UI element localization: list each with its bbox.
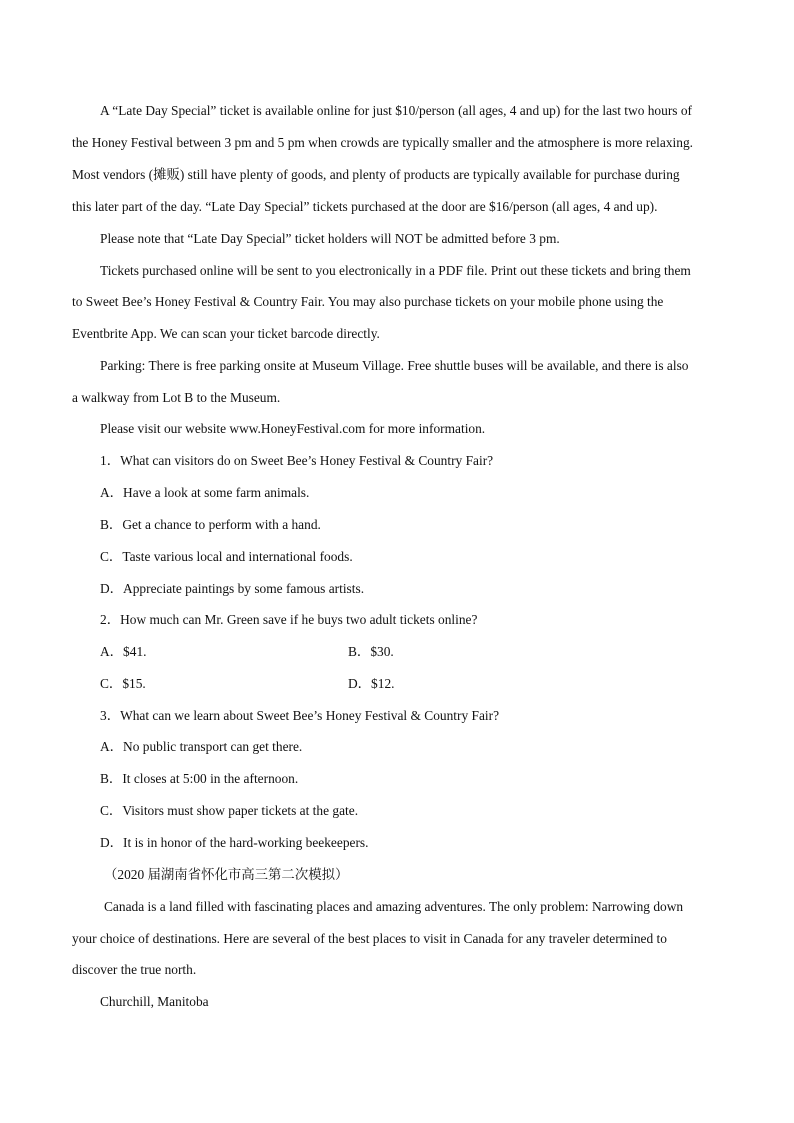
passage-line: Canada is a land filled with fascinating places and amazing adventures. The only problem: Narrowing down bbox=[104, 899, 684, 914]
section-heading: Churchill, Manitoba bbox=[100, 994, 209, 1009]
passage-line: Most vendors (摊贩) still have plenty of goods, and plenty of products are typically available for purchase during bbox=[72, 167, 680, 182]
answer-option: C．$15. bbox=[100, 676, 146, 691]
passage-line: a walkway from Lot B to the Museum. bbox=[72, 390, 281, 405]
question-stem: 2．How much can Mr. Green save if he buys two adult tickets online? bbox=[100, 612, 478, 627]
answer-option: B．$30. bbox=[348, 644, 394, 659]
passage-line: Parking: There is free parking onsite at Museum Village. Free shuttle buses will be available, and there is also bbox=[100, 358, 689, 373]
passage-line: your choice of destinations. Here are several of the best places to visit in Canada for any traveler determined to bbox=[72, 931, 667, 946]
passage-line: A “Late Day Special” ticket is available online for just $10/person (all ages, 4 and up) for the last two hours of bbox=[100, 103, 692, 118]
answer-option: D．Appreciate paintings by some famous artists. bbox=[100, 581, 365, 596]
answer-option: C．Visitors must show paper tickets at the gate. bbox=[100, 803, 359, 818]
answer-option: A．Have a look at some farm animals. bbox=[100, 485, 310, 500]
passage-line: Eventbrite App. We can scan your ticket barcode directly. bbox=[72, 326, 380, 341]
answer-option: B．Get a chance to perform with a hand. bbox=[100, 517, 321, 532]
passage-line: Tickets purchased online will be sent to you electronically in a PDF file. Print out these tickets and bring them bbox=[100, 263, 691, 278]
passage-line: Please note that “Late Day Special” ticket holders will NOT be admitted before 3 pm. bbox=[100, 231, 560, 246]
answer-option: A．No public transport can get there. bbox=[100, 739, 303, 754]
question-stem: 3．What can we learn about Sweet Bee’s Honey Festival & Country Fair? bbox=[100, 708, 500, 723]
source-note: （2020 届湖南省怀化市高三第二次模拟） bbox=[104, 867, 349, 882]
question-stem: 1．What can visitors do on Sweet Bee’s Honey Festival & Country Fair? bbox=[100, 453, 494, 468]
passage-line: this later part of the day. “Late Day Special” tickets purchased at the door are $16/person (all ages, 4 and up). bbox=[72, 199, 658, 214]
passage-line: the Honey Festival between 3 pm and 5 pm when crowds are typically smaller and the atmosphere is more relaxing. bbox=[72, 135, 693, 150]
passage-line: to Sweet Bee’s Honey Festival & Country Fair. You may also purchase tickets on your mobile phone using the bbox=[72, 294, 664, 309]
answer-option: B．It closes at 5:00 in the afternoon. bbox=[100, 771, 299, 786]
passage-line: Please visit our website www.HoneyFestival.com for more information. bbox=[100, 421, 486, 436]
answer-option: A．$41. bbox=[100, 644, 147, 659]
passage-line: discover the true north. bbox=[72, 962, 197, 977]
answer-option: D．$12. bbox=[348, 676, 395, 691]
answer-option: C．Taste various local and international foods. bbox=[100, 549, 353, 564]
answer-option: D．It is in honor of the hard-working beekeepers. bbox=[100, 835, 369, 850]
